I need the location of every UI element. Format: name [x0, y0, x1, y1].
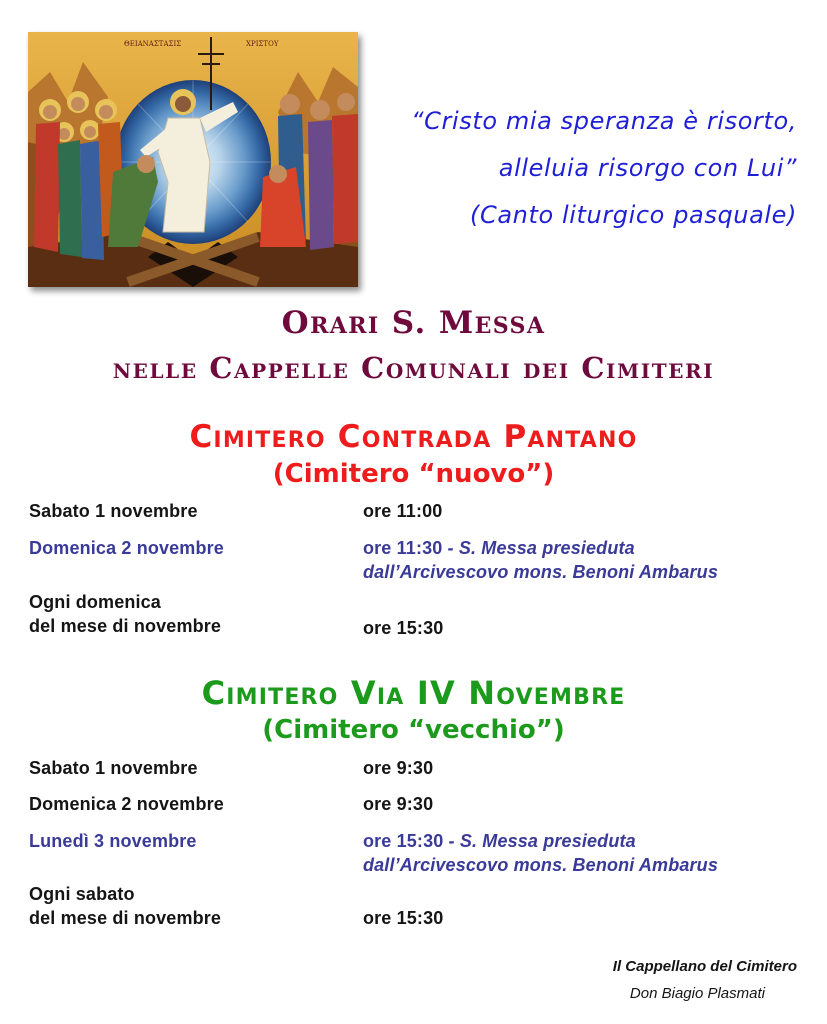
row-day: Sabato 1 novembre [29, 501, 198, 521]
page-title: Orari S. Messa [281, 305, 546, 341]
row-day: Sabato 1 novembre [29, 758, 198, 778]
quote-line-1: “Cristo mia speranza è risorto, [411, 107, 797, 135]
section-title-pantano: Cimitero Contrada Pantano [189, 419, 638, 455]
section-subtitle-pantano: (Cimitero “nuovo”) [272, 459, 555, 489]
signature-role: Il Cappellano del Cimitero [612, 958, 797, 975]
signature-name: Don Biagio Plasmati [629, 985, 765, 1002]
row-day: Lunedì 3 novembre [29, 831, 197, 851]
section-subtitle-iv-novembre: (Cimitero “vecchio”) [262, 715, 565, 745]
row-time: ore 9:30 [363, 794, 434, 814]
row-day-line-2: del mese di novembre [29, 908, 222, 928]
row-time-block [363, 536, 718, 584]
row-time: ore 15:30 [363, 908, 444, 928]
page-subtitle: nelle Cappelle Comunali dei Cimiteri [112, 351, 715, 385]
row-note-line-2: dall’Arcivescovo mons. Benoni Ambarus [363, 855, 718, 875]
row-day-line-2: del mese di novembre [29, 616, 222, 636]
row-day-block [29, 590, 221, 638]
row-day: Domenica 2 novembre [29, 538, 224, 558]
resurrection-icon-image [28, 32, 358, 287]
row-day: Ogni domenica [29, 592, 161, 612]
row-day: Domenica 2 novembre [29, 794, 224, 814]
row-time: ore 15:30 [363, 831, 444, 851]
icon-inscription-right: ΧΡΙΣΤΟΥ [246, 40, 279, 48]
liturgical-quote [411, 98, 797, 239]
row-day-block [29, 882, 221, 930]
row-day: Ogni sabato [29, 884, 135, 904]
row-note: - S. Messa presieduta [443, 831, 636, 851]
row-time: ore 11:30 [363, 538, 443, 558]
row-time: ore 9:30 [363, 758, 434, 778]
section-title-iv-novembre: Cimitero Via IV Novembre [201, 674, 626, 712]
row-time: ore 11:00 [363, 501, 443, 521]
row-note-line-2: dall’Arcivescovo mons. Benoni Ambarus [363, 562, 718, 582]
quote-line-3: (Canto liturgico pasquale) [470, 201, 797, 229]
quote-line-2: alleluia risorgo con Lui” [498, 154, 797, 182]
row-time: ore 15:30 [363, 618, 444, 638]
icon-inscription-left: ΘΕΙΑΝΑΣΤΑΣΙΣ [124, 40, 182, 48]
row-note: - S. Messa presieduta [442, 538, 635, 558]
row-time-block [363, 829, 718, 877]
